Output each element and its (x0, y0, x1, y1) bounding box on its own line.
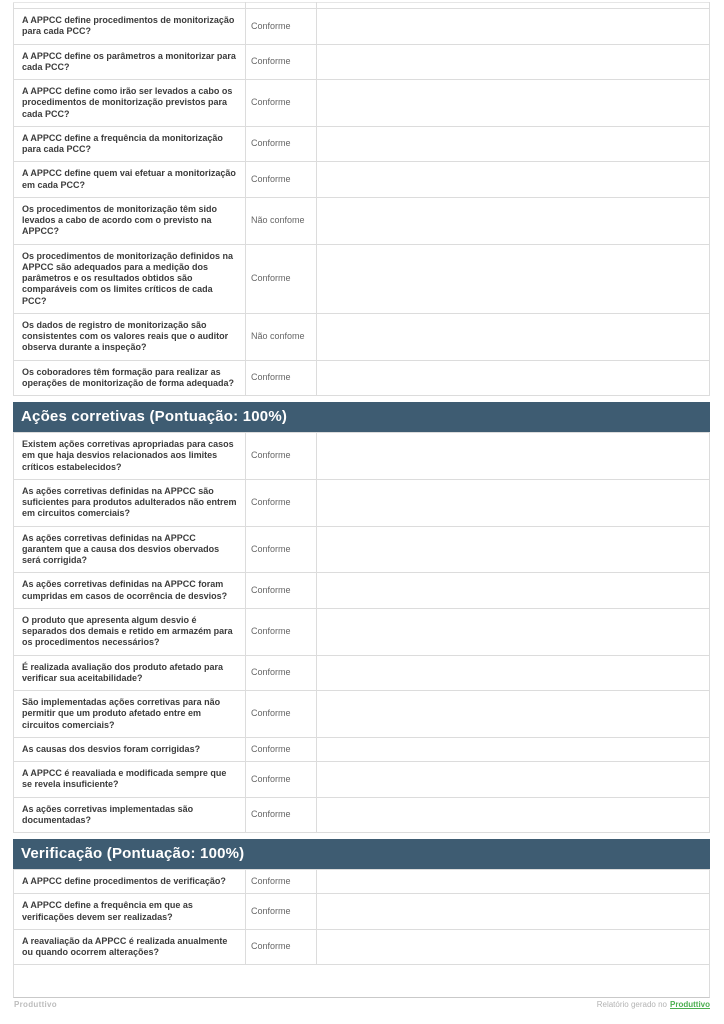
question-cell: Os dados de registro de monitorização são consistentes com os valores reais que o auditor observa durante a inspeção? (14, 313, 246, 360)
checklist-table (13, 432, 710, 833)
question-cell: A APPCC define a frequência da monitorização para cada PCC? (14, 126, 246, 162)
question-cell: A APPCC define a frequência em que as verificações devem ser realizadas? (14, 894, 246, 930)
table-row (14, 433, 710, 480)
notes-cell (317, 44, 710, 80)
notes-cell (317, 929, 710, 965)
table-row (14, 573, 710, 609)
table-row (14, 797, 710, 833)
notes-cell (317, 244, 710, 313)
notes-cell (317, 655, 710, 691)
question-cell: São implementadas ações corretivas para não permitir que um produto afetado entre em circuitos comerciais? (14, 691, 246, 738)
notes-cell (317, 313, 710, 360)
checklist-sections (13, 2, 710, 965)
table-row (14, 929, 710, 965)
question-cell: Os coboradores têm formação para realizar as operações de monitorização de forma adequada? (14, 360, 246, 396)
question-cell: A APPCC define procedimentos de verificação? (14, 870, 246, 894)
empty-table-tail (13, 965, 710, 998)
question-cell: As ações corretivas definidas na APPCC foram cumpridas em casos de ocorrência de desvios? (14, 573, 246, 609)
status-cell: Não confome (246, 313, 317, 360)
table-row (14, 526, 710, 573)
question-cell: A APPCC define quem vai efetuar a monitorização em cada PCC? (14, 162, 246, 198)
status-cell: Conforme (246, 797, 317, 833)
status-cell: Conforme (246, 655, 317, 691)
table-row (14, 197, 710, 244)
status-cell: Conforme (246, 894, 317, 930)
table-row (14, 360, 710, 396)
section-header: Ações corretivas (Pontuação: 100%) (13, 402, 710, 432)
notes-cell (317, 797, 710, 833)
question-cell: O produto que apresenta algum desvio é separados dos demais e retido em armazém para os procedimentos necessários? (14, 608, 246, 655)
status-cell: Conforme (246, 870, 317, 894)
notes-cell (317, 573, 710, 609)
notes-cell (317, 80, 710, 127)
table-row (14, 80, 710, 127)
question-cell: As ações corretivas implementadas são documentadas? (14, 797, 246, 833)
status-cell: Conforme (246, 126, 317, 162)
table-row (14, 244, 710, 313)
table-row (14, 162, 710, 198)
notes-cell (317, 526, 710, 573)
status-cell: Conforme (246, 737, 317, 761)
notes-cell (317, 9, 710, 45)
status-cell: Conforme (246, 80, 317, 127)
status-cell: Conforme (246, 162, 317, 198)
question-cell: A APPCC define como irão ser levados a cabo os procedimentos de monitorização previstos para cada PCC? (14, 80, 246, 127)
notes-cell (317, 608, 710, 655)
table-row (14, 894, 710, 930)
notes-cell (317, 197, 710, 244)
notes-cell (317, 894, 710, 930)
status-cell: Conforme (246, 9, 317, 45)
question-cell: É realizada avaliação dos produto afetado para verificar sua aceitabilidade? (14, 655, 246, 691)
footer-generated-prefix: Relatório gerado no (596, 1000, 667, 1009)
status-cell: Conforme (246, 573, 317, 609)
notes-cell (317, 691, 710, 738)
notes-cell (317, 360, 710, 396)
footer-brand: Produttivo (14, 1000, 57, 1009)
checklist-table (13, 2, 710, 396)
status-cell: Conforme (246, 929, 317, 965)
question-cell: Os procedimentos de monitorização definidos na APPCC são adequados para a medição dos parâmetros e os resultados obtidos são comparáveis com os limites críticos de cada PCC? (14, 244, 246, 313)
footer-generated-text (597, 1000, 710, 1009)
status-cell: Conforme (246, 433, 317, 480)
table-row (14, 44, 710, 80)
question-cell: A reavaliação da APPCC é realizada anualmente ou quando ocorrem alterações? (14, 929, 246, 965)
table-row (14, 479, 710, 526)
table-row (14, 762, 710, 798)
table-row (14, 126, 710, 162)
notes-cell (317, 737, 710, 761)
status-cell: Conforme (246, 244, 317, 313)
status-cell: Conforme (246, 691, 317, 738)
status-cell: Conforme (246, 479, 317, 526)
question-cell: Os procedimentos de monitorização têm sido levados a cabo de acordo com o previsto na APPCC? (14, 197, 246, 244)
notes-cell (317, 162, 710, 198)
table-row (14, 737, 710, 761)
footer (14, 1000, 710, 1009)
question-cell: As ações corretivas definidas na APPCC são suficientes para produtos adulterados não entrem em circuitos comerciais? (14, 479, 246, 526)
section-header: Verificação (Pontuação: 100%) (13, 839, 710, 869)
status-cell: Conforme (246, 44, 317, 80)
checklist-table (13, 869, 710, 965)
notes-cell (317, 762, 710, 798)
notes-cell (317, 126, 710, 162)
status-cell: Conforme (246, 608, 317, 655)
table-row (14, 608, 710, 655)
notes-cell (317, 870, 710, 894)
table-row (14, 870, 710, 894)
table-row (14, 313, 710, 360)
report-content (13, 2, 710, 998)
notes-cell (317, 433, 710, 480)
table-row (14, 655, 710, 691)
question-cell: A APPCC é reavaliada e modificada sempre que se revela insuficiente? (14, 762, 246, 798)
notes-cell (317, 479, 710, 526)
question-cell: As causas dos desvios foram corrigidas? (14, 737, 246, 761)
status-cell: Conforme (246, 762, 317, 798)
question-cell: Existem ações corretivas apropriadas para casos em que haja desvios relacionados aos limites críticos estabelecidos? (14, 433, 246, 480)
question-cell: As ações corretivas definidas na APPCC garantem que a causa dos desvios obervados será corrigida? (14, 526, 246, 573)
question-cell: A APPCC define procedimentos de monitorização para cada PCC? (14, 9, 246, 45)
status-cell: Conforme (246, 360, 317, 396)
footer-produttivo-link[interactable]: Produttivo (670, 1000, 710, 1009)
question-cell: A APPCC define os parâmetros a monitorizar para cada PCC? (14, 44, 246, 80)
status-cell: Não confome (246, 197, 317, 244)
table-row (14, 9, 710, 45)
table-row (14, 691, 710, 738)
status-cell: Conforme (246, 526, 317, 573)
